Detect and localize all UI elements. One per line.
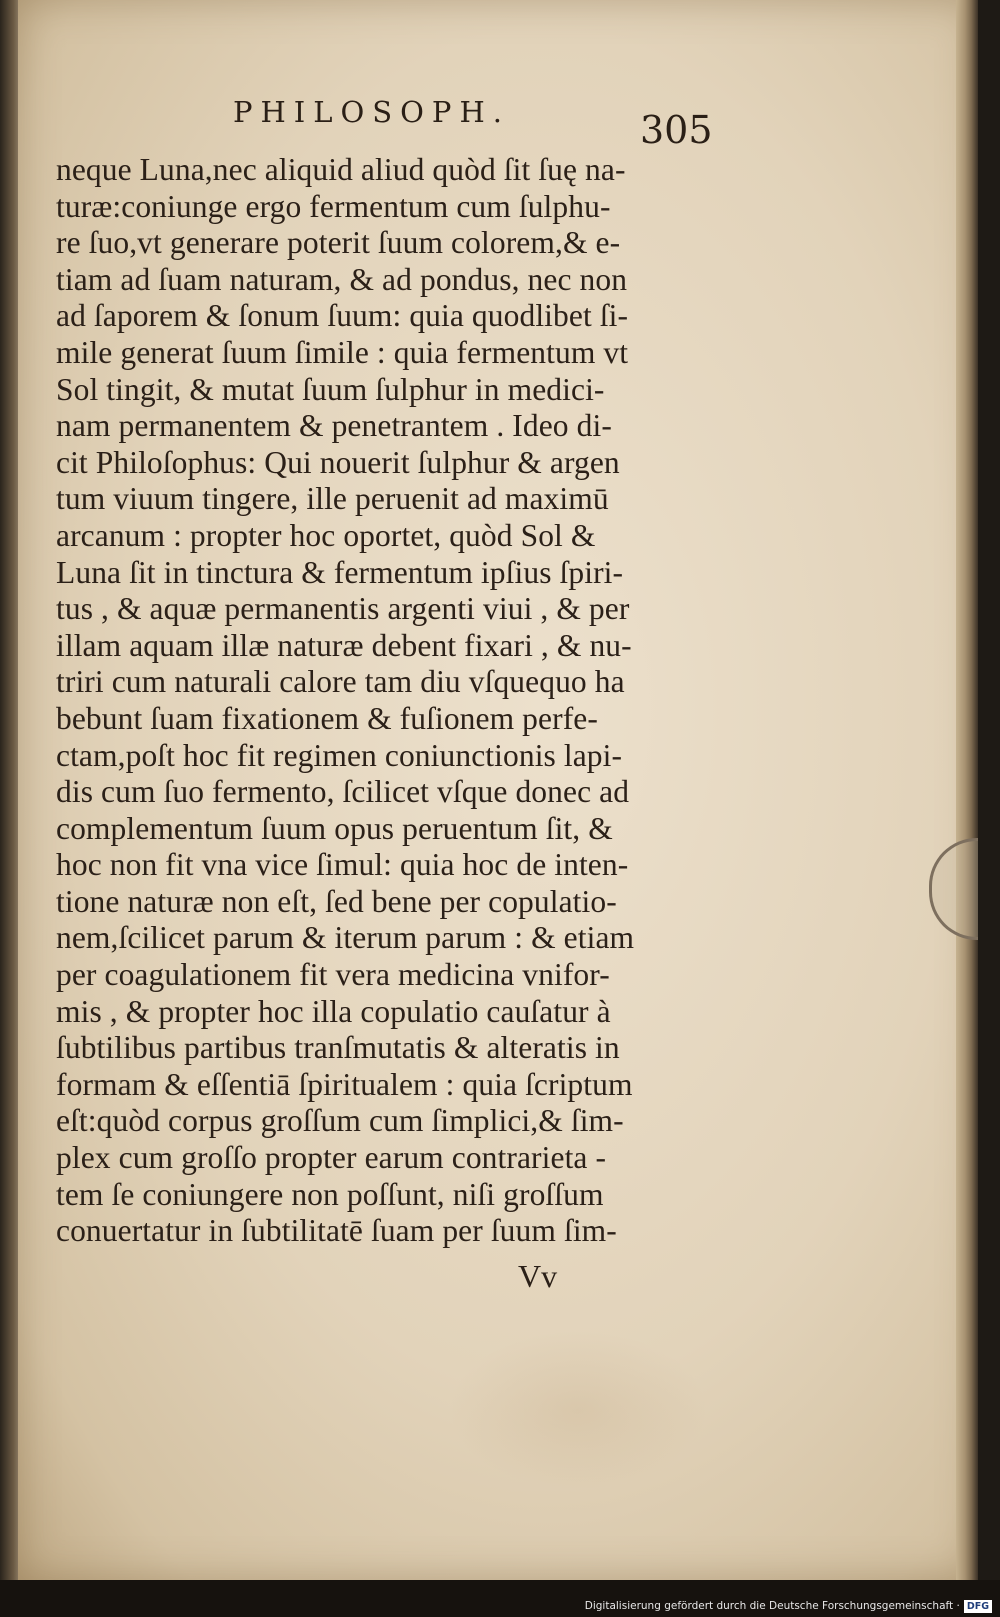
text-line: tem ſe coniungere non poſſunt, niſi groſſum [56, 1176, 604, 1212]
text-line: nem,ſcilicet parum & iterum parum : & etiam [56, 920, 635, 956]
text-line: eſt:quòd corpus groſſum cum ſimplici,& ſim- [56, 1103, 624, 1139]
text-line: triri cum naturali calore tam diu vſquequo ha [56, 664, 625, 700]
running-title: PHILOSOPH. [233, 95, 510, 129]
text-line: tum viuum tingere, ille peruenit ad maximū [56, 481, 609, 517]
text-line: Luna ſit in tinctura & fermentum ipſius ſpiri- [56, 554, 624, 590]
text-line: hoc non fit vna vice ſimul: quia hoc de inten- [56, 847, 629, 883]
text-line: formam & eſſentiā ſpiritualem : quia ſcriptum [56, 1066, 633, 1102]
paper-stain [448, 1330, 708, 1490]
text-line: tione naturæ non eſt, ſed bene per copulatio- [56, 883, 617, 919]
text-line: cit Philoſophus: Qui nouerit ſulphur & argen [56, 444, 620, 480]
signature-mark: Vv [518, 1258, 558, 1294]
text-line: mis , & propter hoc illa copulatio cauſatur à [56, 993, 611, 1029]
text-line: complementum ſuum opus peruentum ſit, & [56, 810, 613, 846]
digitization-footer [585, 1597, 992, 1615]
text-line: bebunt ſuam fixationem & fuſionem perfe- [56, 700, 598, 736]
text-line: neque Luna,nec aliquid aliud quòd ſit ſuę na- [56, 152, 626, 187]
book-page [18, 0, 978, 1580]
text-line: nam permanentem & penetrantem . Ideo di- [56, 408, 612, 444]
text-line: mile generat ſuum ſimile : quia fermentum vt [56, 334, 629, 370]
dfg-logo: DFG [964, 1600, 992, 1613]
text-line: turæ:coniunge ergo fermentum cum ſulphu- [56, 188, 611, 224]
page-fore-edge [956, 0, 978, 1580]
footer-credit: Digitalisierung gefördert durch die Deutsche Forschungsgemeinschaft · [584, 1600, 960, 1612]
page-number: 305 [640, 108, 713, 152]
text-line: illam aquam illæ naturæ debent fixari , & nu- [56, 627, 632, 663]
text-line: ad ſaporem & ſonum ſuum: quia quodlibet ſi- [56, 298, 629, 334]
text-line: Sol tingit, & mutat ſuum ſulphur in medici- [56, 371, 605, 407]
body-text [56, 152, 708, 1250]
text-line: plex cum groſſo propter earum contrarieta - [56, 1140, 607, 1176]
text-line: tiam ad ſuam naturam, & ad pondus, nec non [56, 261, 628, 297]
text-line: per coagulationem fit vera medicina vnifor- [56, 957, 610, 993]
text-line: dis cum ſuo fermento, ſcilicet vſque donec ad [56, 774, 630, 810]
text-line: re ſuo,vt generare poterit ſuum colorem,& e- [56, 225, 621, 261]
text-line: tus , & aquæ permanentis argenti viui , & per [56, 591, 630, 627]
text-line: conuertatur in ſubtilitatē ſuam per ſuum ſim- [56, 1213, 617, 1249]
text-line: arcanum : propter hoc oportet, quòd Sol & [56, 517, 596, 553]
text-line: ctam,poſt hoc fit regimen coniunctionis lapi- [56, 737, 623, 773]
text-line: ſubtilibus partibus tranſmutatis & alteratis in [56, 1030, 620, 1066]
book-clasp [929, 838, 978, 940]
